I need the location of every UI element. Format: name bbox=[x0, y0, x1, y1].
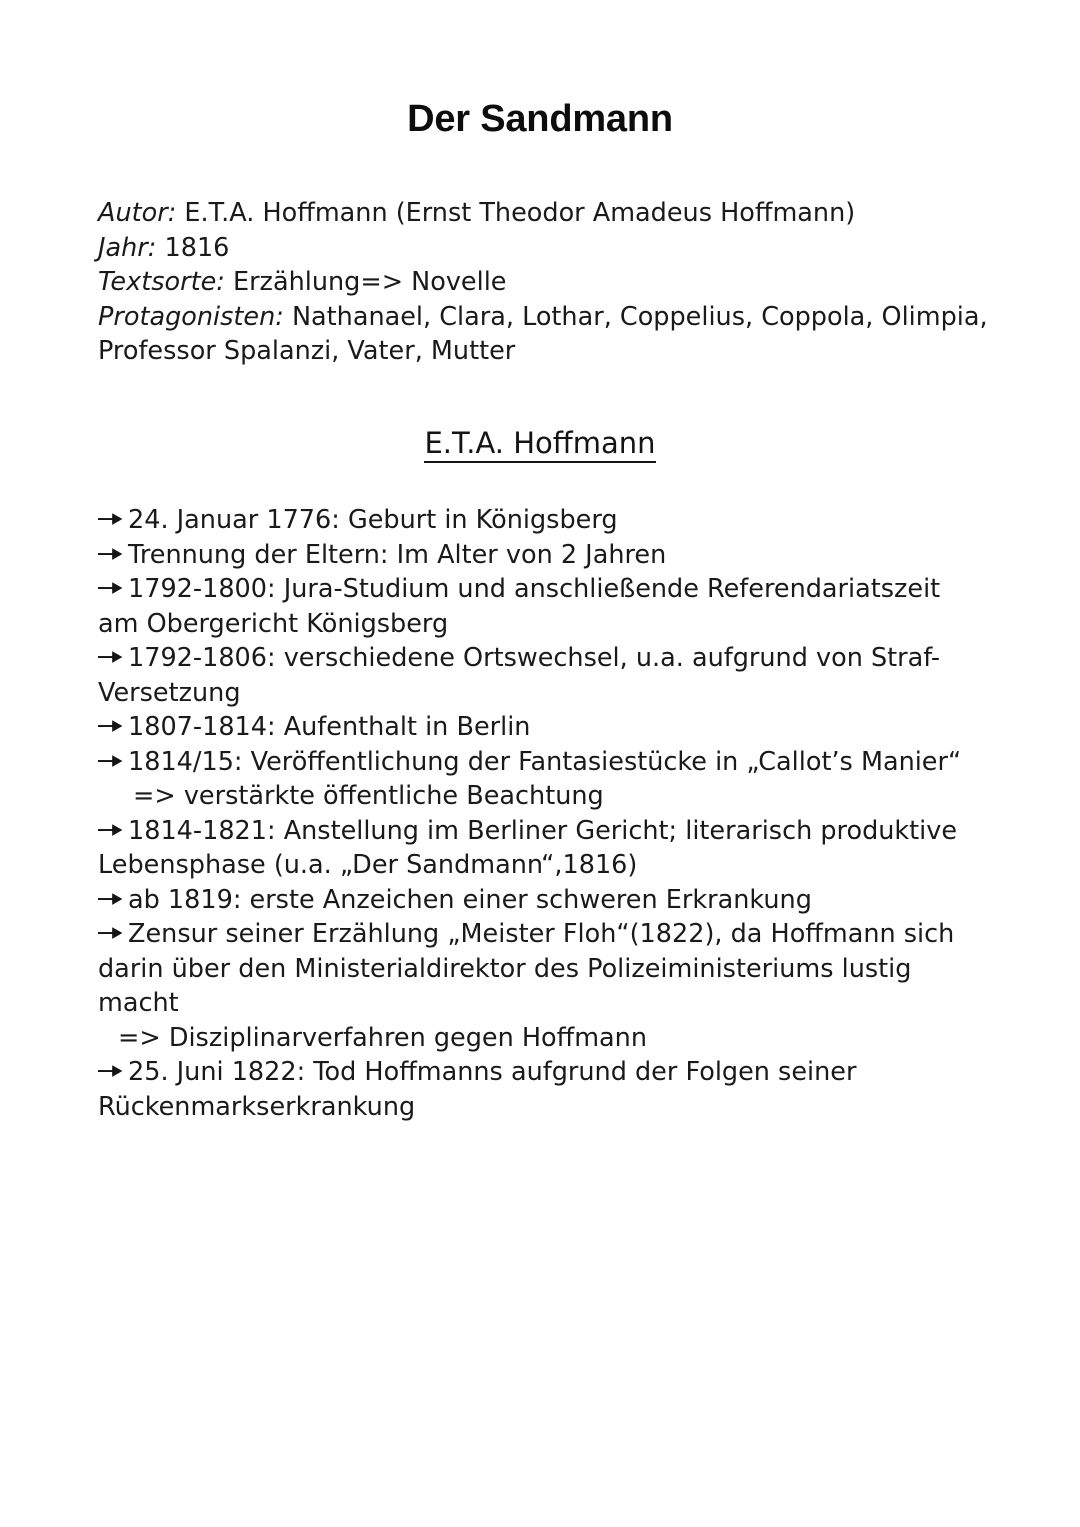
list-item bbox=[98, 641, 988, 710]
list-item bbox=[98, 745, 988, 780]
arrow-right-icon bbox=[98, 822, 124, 838]
page-title: Der Sandmann bbox=[407, 98, 673, 140]
list-item bbox=[98, 710, 988, 745]
metadata-label-year: Jahr: bbox=[98, 232, 157, 263]
arrow-right-icon bbox=[98, 511, 124, 527]
metadata-row-textsorte bbox=[98, 265, 998, 300]
list-item bbox=[98, 503, 988, 538]
list-item-label: 1807-1814: Aufenthalt in Berlin bbox=[128, 712, 531, 742]
list-item-label: 1814/15: Veröffentlichung der Fantasiestücke in „Callot’s Manier“ bbox=[128, 746, 962, 777]
arrow-right-icon bbox=[98, 580, 124, 596]
list-item bbox=[98, 538, 988, 573]
metadata-label-author: Autor: bbox=[98, 198, 177, 228]
arrow-right-icon bbox=[98, 1063, 124, 1079]
metadata-row-author bbox=[98, 196, 998, 231]
metadata-block bbox=[98, 196, 998, 369]
list-item-label: 1792-1806: verschiedene Ortswechsel, u.a. aufgrund von Straf-Versetzung bbox=[98, 643, 941, 708]
list-item-subnote: => verstärkte öffentliche Beachtung bbox=[133, 781, 604, 811]
list-item-label: Trennung der Eltern: Im Alter von 2 Jahren bbox=[128, 539, 667, 570]
arrow-right-icon bbox=[98, 753, 124, 769]
metadata-value-protagonisten: Nathanael, Clara, Lothar, Coppelius, Coppola, Olimpia, Professor Spalanzi, Vater, Mutter bbox=[98, 301, 988, 366]
list-item-label: ab 1819: erste Anzeichen einer schweren Erkrankung bbox=[128, 884, 812, 915]
arrow-right-icon bbox=[98, 925, 124, 941]
metadata-label-protagonisten: Protagonisten: bbox=[98, 301, 284, 332]
section-heading-text: E.T.A. Hoffmann bbox=[424, 426, 655, 463]
arrow-right-icon bbox=[98, 649, 124, 665]
list-item bbox=[98, 917, 988, 1021]
arrow-right-icon bbox=[98, 718, 124, 734]
list-item bbox=[98, 883, 988, 918]
section-heading bbox=[0, 424, 1080, 462]
list-item-label: 24. Januar 1776: Geburt in Königsberg bbox=[128, 505, 618, 535]
list-item-label: 1814-1821: Anstellung im Berliner Gericht; literarisch produktive Lebensphase (u.a. „Der Sandmann“,1816) bbox=[98, 815, 958, 880]
list-item bbox=[98, 572, 988, 641]
list-item-label: 25. Juni 1822: Tod Hoffmanns aufgrund der Folgen seiner Rückenmarkserkrankung bbox=[98, 1057, 857, 1122]
list-item bbox=[98, 1055, 988, 1124]
metadata-label-textsorte: Textsorte: bbox=[98, 267, 225, 297]
list-item-label: Zensur seiner Erzählung „Meister Floh“(1822), da Hoffmann sich darin über den Ministerialdirektor des Polizeiministeriums lustig macht bbox=[98, 919, 955, 1018]
arrow-right-icon bbox=[98, 891, 124, 907]
metadata-row-protagonisten bbox=[98, 300, 998, 369]
list-item-subnote: => Disziplinarverfahren gegen Hoffmann bbox=[118, 1022, 648, 1053]
biography-list bbox=[98, 503, 988, 1124]
metadata-value-textsorte: Erzählung=> Novelle bbox=[224, 267, 507, 297]
list-item bbox=[98, 814, 988, 883]
list-item-label: 1792-1800: Jura-Studium und anschließende Referendariatszeit am Obergericht Königsberg bbox=[98, 574, 941, 639]
metadata-value-year: 1816 bbox=[156, 232, 230, 263]
arrow-right-icon bbox=[98, 546, 124, 562]
metadata-row-year bbox=[98, 231, 998, 266]
metadata-value-author: E.T.A. Hoffmann (Ernst Theodor Amadeus Hoffmann) bbox=[176, 198, 856, 228]
